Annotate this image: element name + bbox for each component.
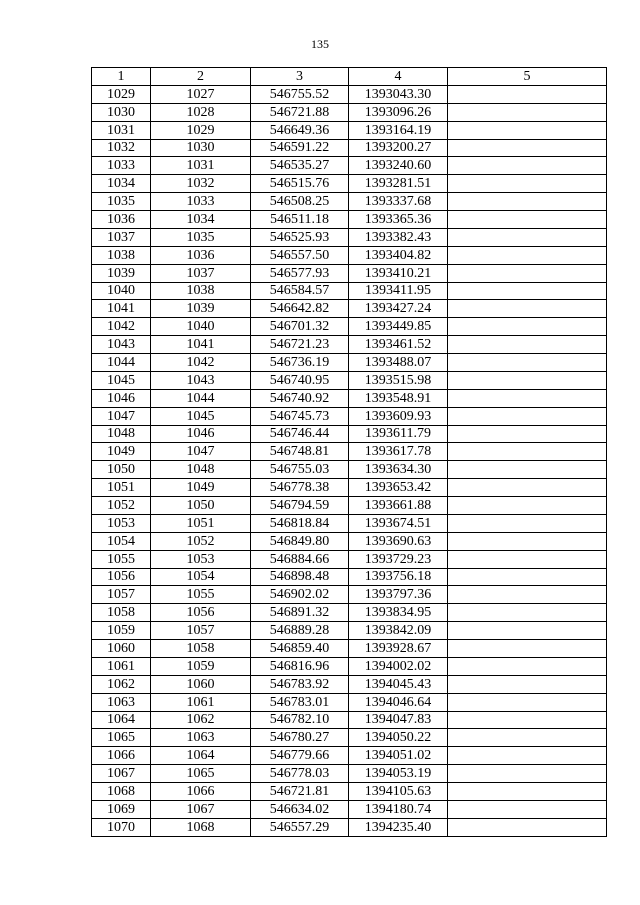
table-cell-col-3: 546634.02 [251, 800, 349, 818]
table-row [92, 121, 607, 139]
table-row [92, 425, 607, 443]
table-cell-col-5 [448, 532, 607, 550]
table-cell-col-5 [448, 318, 607, 336]
page-number: 135 [311, 37, 329, 51]
table-cell-col-2: 1050 [151, 497, 251, 515]
table-row [92, 514, 607, 532]
table-cell-col-2: 1061 [151, 693, 251, 711]
table-cell-col-5 [448, 443, 607, 461]
table-cell-col-4: 1393690.63 [349, 532, 448, 550]
table-cell-col-5 [448, 425, 607, 443]
table-cell-col-3: 546740.92 [251, 389, 349, 407]
table-row [92, 747, 607, 765]
table-cell-col-5 [448, 389, 607, 407]
table-row [92, 371, 607, 389]
table-cell-col-4: 1393411.95 [349, 282, 448, 300]
table-cell-col-5 [448, 354, 607, 372]
table-cell-col-3: 546816.96 [251, 657, 349, 675]
table-cell-col-2: 1062 [151, 711, 251, 729]
table-cell-col-3: 546577.93 [251, 264, 349, 282]
table-cell-col-4: 1393043.30 [349, 85, 448, 103]
table-cell-col-3: 546794.59 [251, 497, 349, 515]
table-cell-col-4: 1393797.36 [349, 586, 448, 604]
table-cell-col-5 [448, 586, 607, 604]
table-row [92, 264, 607, 282]
table-cell-col-2: 1029 [151, 121, 251, 139]
table-cell-col-4: 1393200.27 [349, 139, 448, 157]
table-cell-col-3: 546748.81 [251, 443, 349, 461]
table-cell-col-2: 1060 [151, 675, 251, 693]
table-cell-col-2: 1056 [151, 604, 251, 622]
table-cell-col-1: 1046 [92, 389, 151, 407]
table-cell-col-3: 546642.82 [251, 300, 349, 318]
table-cell-col-3: 546515.76 [251, 175, 349, 193]
table-cell-col-3: 546557.29 [251, 818, 349, 836]
table-cell-col-5 [448, 568, 607, 586]
table-cell-col-2: 1038 [151, 282, 251, 300]
table-cell-col-4: 1393674.51 [349, 514, 448, 532]
table-cell-col-2: 1048 [151, 461, 251, 479]
table-cell-col-5 [448, 479, 607, 497]
table-cell-col-5 [448, 622, 607, 640]
table-cell-col-2: 1044 [151, 389, 251, 407]
table-cell-col-1: 1060 [92, 640, 151, 658]
table-cell-col-2: 1043 [151, 371, 251, 389]
table-row [92, 389, 607, 407]
table-cell-col-3: 546740.95 [251, 371, 349, 389]
table-cell-col-4: 1394105.63 [349, 783, 448, 801]
table-cell-col-4: 1393756.18 [349, 568, 448, 586]
table-cell-col-3: 546721.88 [251, 103, 349, 121]
table-cell-col-5 [448, 640, 607, 658]
table-cell-col-1: 1050 [92, 461, 151, 479]
table-row [92, 407, 607, 425]
table-cell-col-1: 1042 [92, 318, 151, 336]
table-cell-col-3: 546649.36 [251, 121, 349, 139]
column-header-4: 4 [349, 68, 448, 86]
table-cell-col-3: 546508.25 [251, 193, 349, 211]
table-row [92, 461, 607, 479]
table-cell-col-3: 546889.28 [251, 622, 349, 640]
table-row [92, 139, 607, 157]
table-cell-col-3: 546782.10 [251, 711, 349, 729]
table-cell-col-1: 1051 [92, 479, 151, 497]
coordinates-table [91, 67, 607, 837]
table-cell-col-1: 1029 [92, 85, 151, 103]
table-cell-col-3: 546783.01 [251, 693, 349, 711]
table-cell-col-1: 1048 [92, 425, 151, 443]
table-cell-col-2: 1068 [151, 818, 251, 836]
table-row [92, 604, 607, 622]
table-cell-col-1: 1056 [92, 568, 151, 586]
table-cell-col-3: 546591.22 [251, 139, 349, 157]
table-cell-col-5 [448, 264, 607, 282]
table-cell-col-2: 1039 [151, 300, 251, 318]
table-cell-col-4: 1393842.09 [349, 622, 448, 640]
table-cell-col-5 [448, 103, 607, 121]
table-cell-col-4: 1394180.74 [349, 800, 448, 818]
table-row [92, 640, 607, 658]
table-cell-col-3: 546902.02 [251, 586, 349, 604]
table-cell-col-4: 1393617.78 [349, 443, 448, 461]
table-cell-col-4: 1394050.22 [349, 729, 448, 747]
table-cell-col-4: 1393488.07 [349, 354, 448, 372]
table-cell-col-5 [448, 228, 607, 246]
table-cell-col-3: 546891.32 [251, 604, 349, 622]
table-cell-col-2: 1057 [151, 622, 251, 640]
table-cell-col-1: 1066 [92, 747, 151, 765]
table-row [92, 175, 607, 193]
table-cell-col-4: 1393548.91 [349, 389, 448, 407]
table-cell-col-4: 1393096.26 [349, 103, 448, 121]
table-cell-col-5 [448, 85, 607, 103]
table-cell-col-1: 1061 [92, 657, 151, 675]
table-row [92, 211, 607, 229]
table-cell-col-4: 1393661.88 [349, 497, 448, 515]
table-cell-col-4: 1393461.52 [349, 336, 448, 354]
table-cell-col-2: 1052 [151, 532, 251, 550]
table-row [92, 568, 607, 586]
table-cell-col-4: 1393611.79 [349, 425, 448, 443]
table-cell-col-2: 1045 [151, 407, 251, 425]
table-cell-col-3: 546736.19 [251, 354, 349, 372]
table-cell-col-1: 1043 [92, 336, 151, 354]
table-cell-col-1: 1069 [92, 800, 151, 818]
table-cell-col-1: 1032 [92, 139, 151, 157]
table-cell-col-2: 1049 [151, 479, 251, 497]
table-row [92, 318, 607, 336]
table-cell-col-3: 546884.66 [251, 550, 349, 568]
table-cell-col-4: 1393515.98 [349, 371, 448, 389]
table-cell-col-4: 1393634.30 [349, 461, 448, 479]
table-cell-col-5 [448, 693, 607, 711]
table-cell-col-5 [448, 765, 607, 783]
table-cell-col-5 [448, 514, 607, 532]
table-cell-col-2: 1046 [151, 425, 251, 443]
table-cell-col-3: 546746.44 [251, 425, 349, 443]
table-cell-col-5 [448, 461, 607, 479]
table-cell-col-2: 1035 [151, 228, 251, 246]
table-cell-col-2: 1034 [151, 211, 251, 229]
table-cell-col-2: 1055 [151, 586, 251, 604]
table-cell-col-5 [448, 675, 607, 693]
table-cell-col-1: 1037 [92, 228, 151, 246]
table-cell-col-5 [448, 800, 607, 818]
table-cell-col-3: 546818.84 [251, 514, 349, 532]
table-row [92, 729, 607, 747]
table-cell-col-1: 1052 [92, 497, 151, 515]
table-cell-col-3: 546721.81 [251, 783, 349, 801]
table-cell-col-2: 1041 [151, 336, 251, 354]
table-row [92, 586, 607, 604]
table-cell-col-4: 1394051.02 [349, 747, 448, 765]
table-cell-col-1: 1044 [92, 354, 151, 372]
table-row [92, 711, 607, 729]
table-row [92, 85, 607, 103]
table-cell-col-3: 546745.73 [251, 407, 349, 425]
table-cell-col-5 [448, 193, 607, 211]
table-header-row [92, 68, 607, 86]
table-cell-col-5 [448, 246, 607, 264]
table-cell-col-5 [448, 729, 607, 747]
table-cell-col-1: 1070 [92, 818, 151, 836]
table-row [92, 354, 607, 372]
table-cell-col-5 [448, 407, 607, 425]
table-cell-col-3: 546755.03 [251, 461, 349, 479]
table-cell-col-1: 1067 [92, 765, 151, 783]
table-cell-col-1: 1036 [92, 211, 151, 229]
table-cell-col-4: 1394045.43 [349, 675, 448, 693]
table-cell-col-1: 1055 [92, 550, 151, 568]
table-cell-col-1: 1041 [92, 300, 151, 318]
table-cell-col-2: 1063 [151, 729, 251, 747]
table-cell-col-2: 1040 [151, 318, 251, 336]
table-cell-col-2: 1065 [151, 765, 251, 783]
table-cell-col-5 [448, 657, 607, 675]
table-cell-col-4: 1394002.02 [349, 657, 448, 675]
table-cell-col-4: 1393653.42 [349, 479, 448, 497]
table-cell-col-2: 1058 [151, 640, 251, 658]
table-cell-col-2: 1028 [151, 103, 251, 121]
table-cell-col-3: 546511.18 [251, 211, 349, 229]
table-cell-col-2: 1037 [151, 264, 251, 282]
table-cell-col-2: 1033 [151, 193, 251, 211]
table-row [92, 693, 607, 711]
table-cell-col-1: 1063 [92, 693, 151, 711]
column-header-5: 5 [448, 68, 607, 86]
table-row [92, 550, 607, 568]
table-cell-col-5 [448, 175, 607, 193]
table-cell-col-5 [448, 747, 607, 765]
table-cell-col-1: 1054 [92, 532, 151, 550]
table-cell-col-3: 546778.38 [251, 479, 349, 497]
table-cell-col-5 [448, 157, 607, 175]
table-cell-col-5 [448, 336, 607, 354]
table-cell-col-3: 546779.66 [251, 747, 349, 765]
table-row [92, 300, 607, 318]
table-body [92, 85, 607, 836]
table-cell-col-5 [448, 300, 607, 318]
table-cell-col-4: 1394046.64 [349, 693, 448, 711]
table-cell-col-4: 1393240.60 [349, 157, 448, 175]
table-cell-col-1: 1053 [92, 514, 151, 532]
table-cell-col-1: 1038 [92, 246, 151, 264]
table-row [92, 282, 607, 300]
table-row [92, 497, 607, 515]
table-cell-col-2: 1032 [151, 175, 251, 193]
column-header-3: 3 [251, 68, 349, 86]
table-cell-col-3: 546898.48 [251, 568, 349, 586]
table-cell-col-1: 1039 [92, 264, 151, 282]
table-cell-col-3: 546859.40 [251, 640, 349, 658]
table-cell-col-3: 546525.93 [251, 228, 349, 246]
table-cell-col-1: 1031 [92, 121, 151, 139]
table-cell-col-2: 1031 [151, 157, 251, 175]
table-row [92, 228, 607, 246]
table-cell-col-2: 1064 [151, 747, 251, 765]
table-cell-col-4: 1393449.85 [349, 318, 448, 336]
table-cell-col-3: 546778.03 [251, 765, 349, 783]
table-row [92, 193, 607, 211]
table-row [92, 443, 607, 461]
table-cell-col-2: 1051 [151, 514, 251, 532]
table-cell-col-3: 546557.50 [251, 246, 349, 264]
table-cell-col-1: 1040 [92, 282, 151, 300]
table-row [92, 675, 607, 693]
table-row [92, 783, 607, 801]
table-cell-col-2: 1047 [151, 443, 251, 461]
table-cell-col-5 [448, 497, 607, 515]
table-cell-col-3: 546849.80 [251, 532, 349, 550]
table-cell-col-5 [448, 550, 607, 568]
table-cell-col-2: 1059 [151, 657, 251, 675]
table-cell-col-5 [448, 121, 607, 139]
table-cell-col-1: 1068 [92, 783, 151, 801]
table-cell-col-2: 1042 [151, 354, 251, 372]
table-cell-col-4: 1393382.43 [349, 228, 448, 246]
table-cell-col-3: 546535.27 [251, 157, 349, 175]
table-row [92, 157, 607, 175]
table-cell-col-2: 1053 [151, 550, 251, 568]
table-cell-col-4: 1393928.67 [349, 640, 448, 658]
table-cell-col-1: 1035 [92, 193, 151, 211]
table-cell-col-3: 546721.23 [251, 336, 349, 354]
table-cell-col-4: 1393365.36 [349, 211, 448, 229]
table-cell-col-4: 1393164.19 [349, 121, 448, 139]
table-cell-col-1: 1045 [92, 371, 151, 389]
table-row [92, 800, 607, 818]
table-cell-col-5 [448, 371, 607, 389]
table-cell-col-1: 1057 [92, 586, 151, 604]
table-cell-col-2: 1030 [151, 139, 251, 157]
column-header-1: 1 [92, 68, 151, 86]
table-cell-col-4: 1393337.68 [349, 193, 448, 211]
column-header-2: 2 [151, 68, 251, 86]
table-cell-col-2: 1036 [151, 246, 251, 264]
table-cell-col-5 [448, 211, 607, 229]
table-cell-col-4: 1393609.93 [349, 407, 448, 425]
table-cell-col-1: 1064 [92, 711, 151, 729]
table-cell-col-2: 1066 [151, 783, 251, 801]
table-row [92, 246, 607, 264]
table-cell-col-5 [448, 711, 607, 729]
table-cell-col-4: 1393410.21 [349, 264, 448, 282]
table-cell-col-3: 546701.32 [251, 318, 349, 336]
table-row [92, 622, 607, 640]
table-cell-col-1: 1047 [92, 407, 151, 425]
table-cell-col-4: 1393834.95 [349, 604, 448, 622]
table-cell-col-1: 1033 [92, 157, 151, 175]
table-cell-col-5 [448, 783, 607, 801]
table-cell-col-5 [448, 139, 607, 157]
table-row [92, 657, 607, 675]
table-cell-col-2: 1054 [151, 568, 251, 586]
table-cell-col-1: 1058 [92, 604, 151, 622]
table-cell-col-3: 546780.27 [251, 729, 349, 747]
table-row [92, 479, 607, 497]
table-cell-col-1: 1065 [92, 729, 151, 747]
table-cell-col-5 [448, 818, 607, 836]
table-cell-col-4: 1393281.51 [349, 175, 448, 193]
table-cell-col-4: 1393427.24 [349, 300, 448, 318]
table-row [92, 818, 607, 836]
table-cell-col-5 [448, 282, 607, 300]
table-cell-col-2: 1027 [151, 85, 251, 103]
table-cell-col-2: 1067 [151, 800, 251, 818]
table-cell-col-4: 1393729.23 [349, 550, 448, 568]
table-cell-col-4: 1394053.19 [349, 765, 448, 783]
table-cell-col-3: 546755.52 [251, 85, 349, 103]
table-row [92, 103, 607, 121]
table-cell-col-5 [448, 604, 607, 622]
table-cell-col-1: 1034 [92, 175, 151, 193]
table-row [92, 532, 607, 550]
table-cell-col-3: 546584.57 [251, 282, 349, 300]
table-cell-col-4: 1394047.83 [349, 711, 448, 729]
table-cell-col-4: 1394235.40 [349, 818, 448, 836]
table-cell-col-3: 546783.92 [251, 675, 349, 693]
table-cell-col-1: 1049 [92, 443, 151, 461]
table-cell-col-1: 1059 [92, 622, 151, 640]
table-cell-col-1: 1062 [92, 675, 151, 693]
table-cell-col-1: 1030 [92, 103, 151, 121]
table-row [92, 336, 607, 354]
table-row [92, 765, 607, 783]
table-cell-col-4: 1393404.82 [349, 246, 448, 264]
